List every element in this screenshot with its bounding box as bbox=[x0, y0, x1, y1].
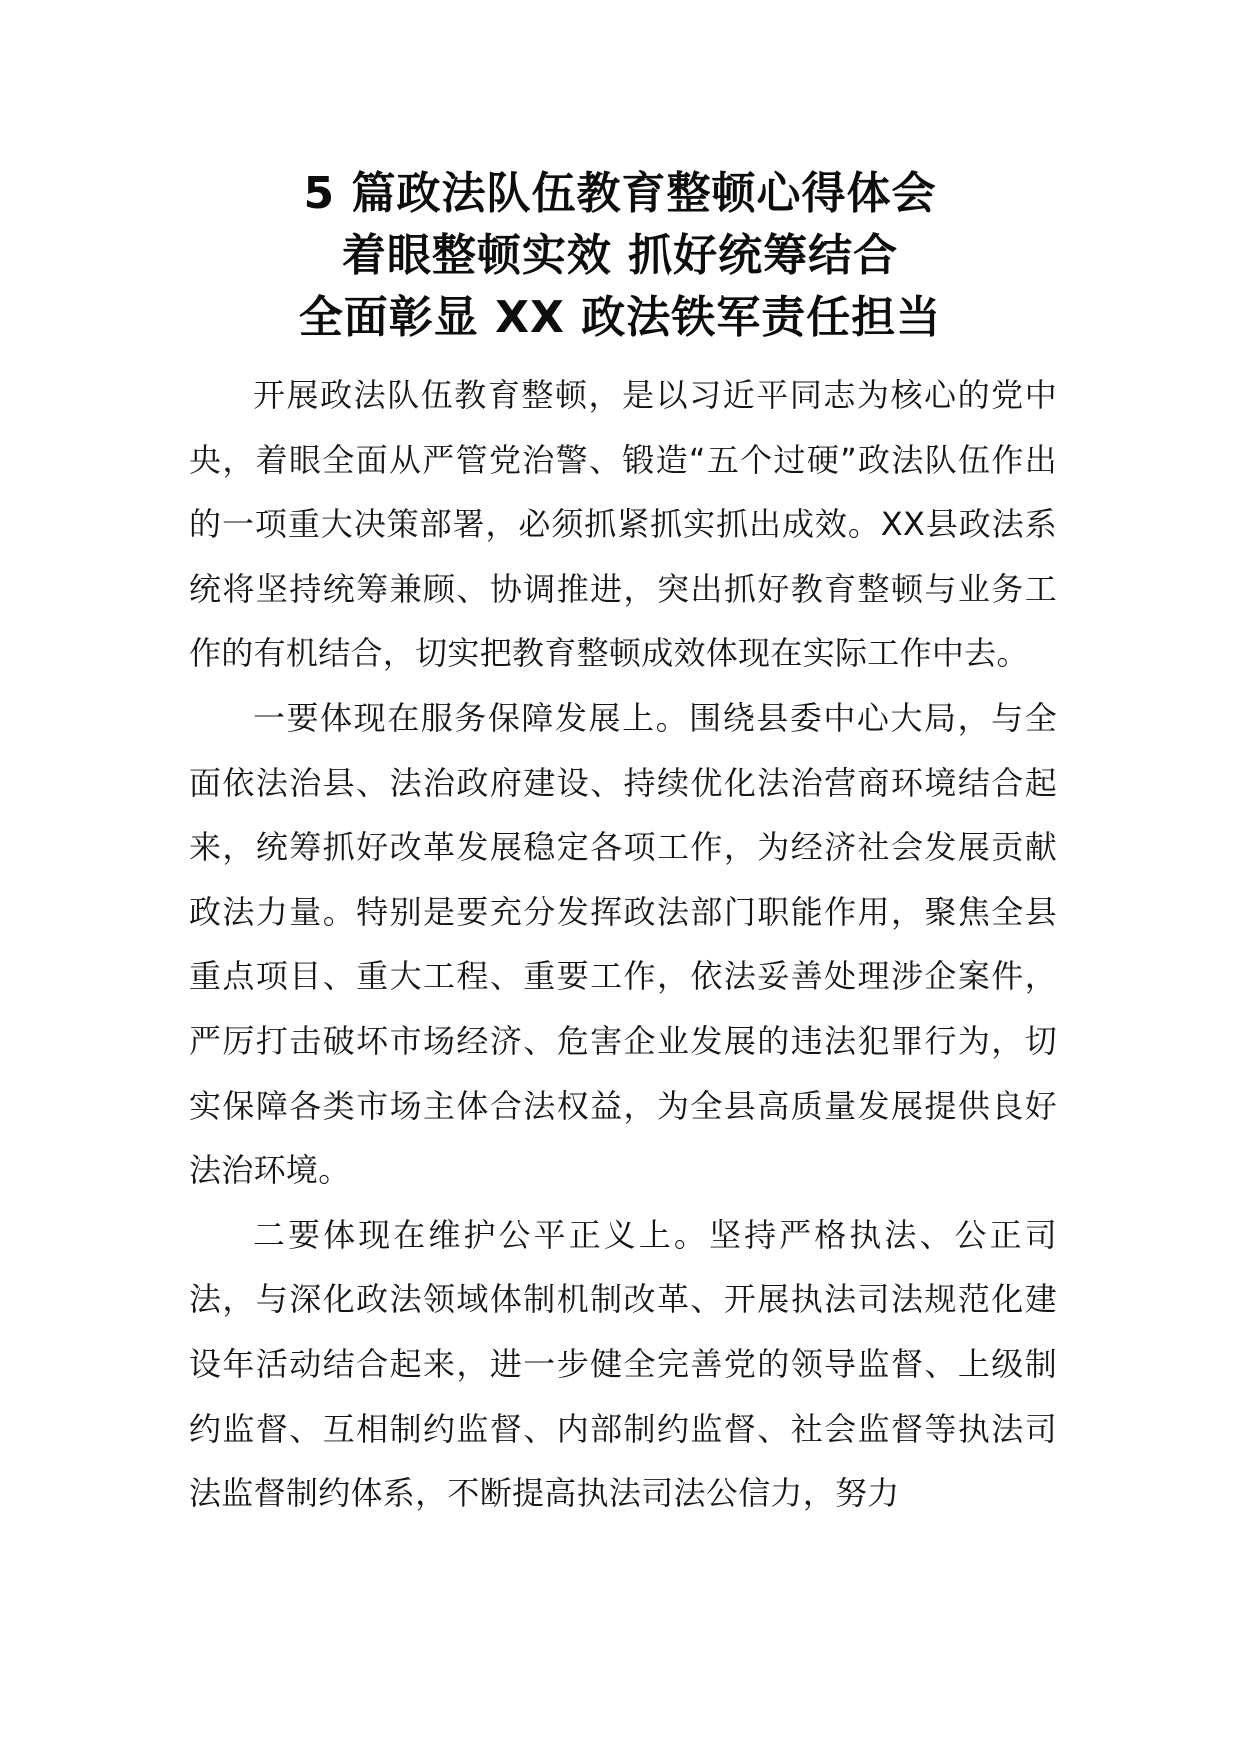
title-line-1: 5 篇政法队伍教育整顿心得体会 bbox=[303, 168, 937, 219]
title-line-3: 全面彰显 XX 政法铁军责任担当 bbox=[298, 292, 942, 343]
title-line-2: 着眼整顿实效 抓好统筹结合 bbox=[341, 230, 899, 281]
paragraph-service-development: 一要体现在服务保障发展上。围绕县委中心大局，与全面依法治县、法治政府建设、持续优化法治营商环境结合起来，统筹抓好改革发展稳定各项工作，为经济社会发展贡献政法力量。特别是要充分发挥政法部门职能作用，聚焦全县重点项目、重大工程、重要工作，依法妥善处理涉企案件，严厉打击破坏市场经济、危害企业发展的违法犯罪行为，切实保障各类市场主体合法权益，为全县高质量发展提供良好法治环境。 bbox=[189, 698, 1057, 1190]
paragraph-fairness-justice: 二要体现在维护公平正义上。坚持严格执法、公正司法，与深化政法领域体制机制改革、开展执法司法规范化建设年活动结合起来，进一步健全完善党的领导监督、上级制约监督、互相制约监督、内部制约监督、社会监督等执法司法监督制约体系，不断提高执法司法公信力，努力 bbox=[189, 1215, 1057, 1513]
document-title bbox=[150, 163, 1090, 349]
paragraph-intro: 开展政法队伍教育整顿，是以习近平同志为核心的党中央，着眼全面从严管党治警、锻造“五个过硬”政法队伍作出的一项重大决策部署，必须抓紧抓实抓出成效。XX县政法系统将坚持统筹兼顾、协调推进，突出抓好教育整顿与业务工作的有机结合，切实把教育整顿成效体现在实际工作中去。 bbox=[189, 376, 1057, 673]
document-body bbox=[189, 363, 1057, 1526]
